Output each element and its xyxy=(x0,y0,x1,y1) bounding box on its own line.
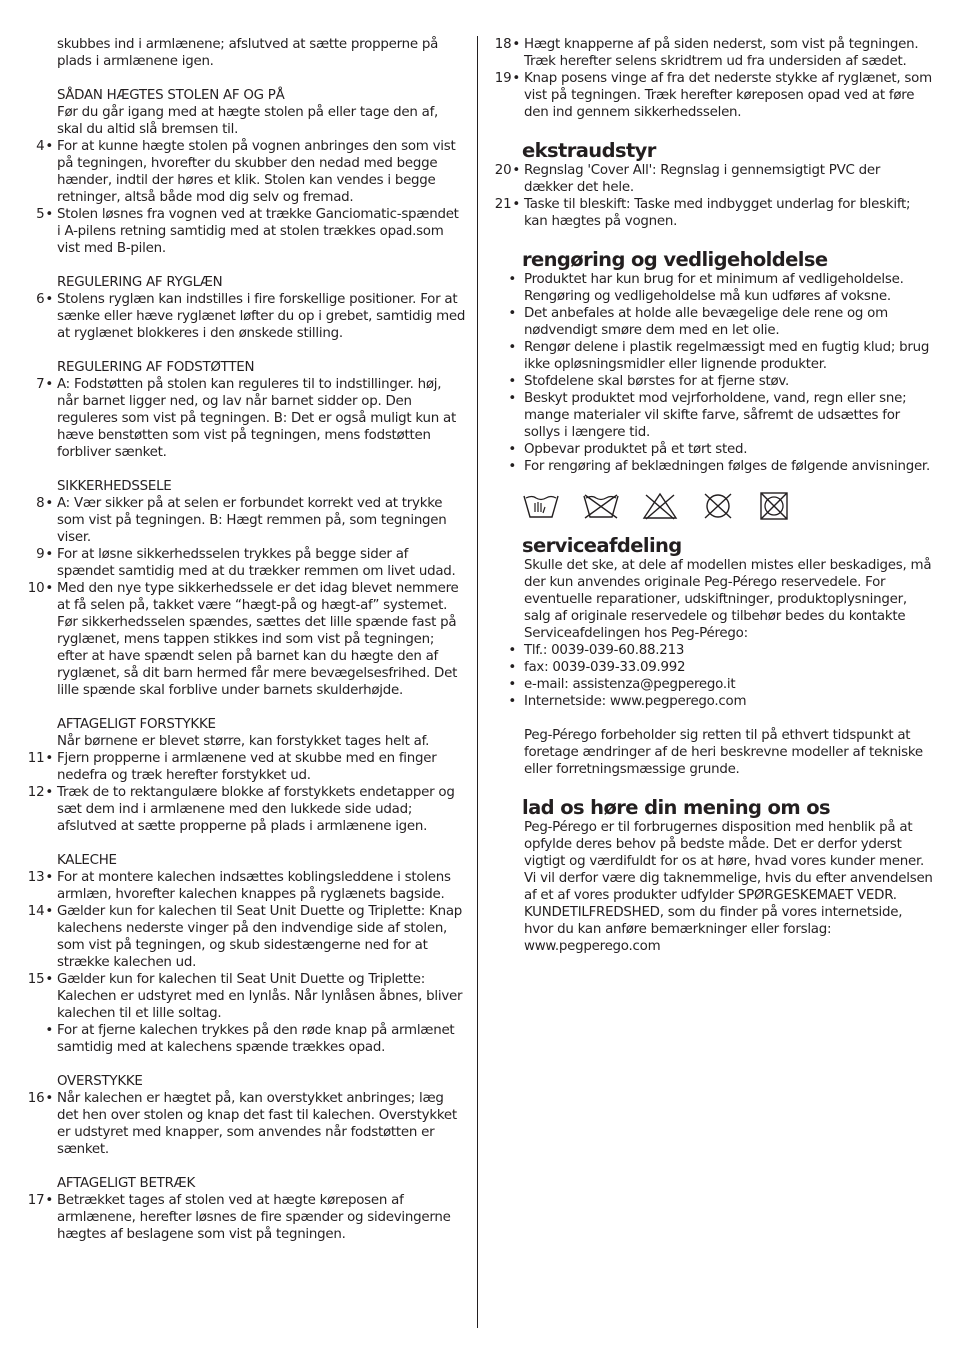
bullet-item: • e-mail: assistenza@pegperego.it xyxy=(493,676,933,693)
bullet-text: Beskyt produktet mod vejrforholdene, vand, regn eller sne; mange materialer vil skifte farve, såfremt de udsættes for sollys i længere tid. xyxy=(524,391,907,440)
list-item: 21• Taske til bleskift: Taske med indbygget underlag for bleskift; kan hægtes på vognen. xyxy=(493,196,933,230)
list-item: 5• Stolen løsnes fra vognen ved at trække Ganciomatic-spændet i A-pilens retning samtidig med at stolen trækkes opad.som vist med B-pilen. xyxy=(26,206,466,257)
bullet-item: • Stofdelene skal børstes for at fjerne støv. xyxy=(493,373,933,390)
column-divider xyxy=(477,36,478,1328)
item-text: For at løsne sikkerhedsselen trykkes på begge sider af spændet samtidig med at du trækker remmen om livet udad. xyxy=(57,547,456,579)
item-number: 16 xyxy=(27,1091,45,1106)
item-text: For at kunne hægte stolen på vognen anbringes den som vist på tegningen, hvorefter du skubber den nedad med begge hænder, indtil der høres et klik. Stolen kan vendes i begge retninger, altså både mod dig selv og fremad. xyxy=(57,139,456,205)
bullet-text: For rengøring af beklædningen følges de følgende anvisninger. xyxy=(524,459,930,474)
item-number: 13 xyxy=(27,870,45,885)
list-item: • For at fjerne kalechen trykkes på den røde knap på armlænet samtidig med at kalechens spænde trækkes opad. xyxy=(26,1022,466,1056)
bullet-item: • For rengøring af beklædningen følges de følgende anvisninger. xyxy=(493,458,933,475)
heading-service: serviceafdeling xyxy=(522,534,682,557)
item-text: Betrækket tages af stolen ved at hægte køreposen af armlænene, herefter løsnes de fire spænder og sidevingerne hægtes af beslagene som vist på tegningen. xyxy=(57,1193,451,1242)
section-title-harness: SIKKERHEDSSELE xyxy=(57,479,172,494)
list-item: 12• Træk de to rektangulære blokke af forstykkets endetapper og sæt dem ind i armlænene med den lukkede side udad; afslutved at sætte propperne på plads i armlænene igen. xyxy=(26,784,466,835)
section-title-removable-lining: AFTAGELIGT BETRÆK xyxy=(57,1176,195,1191)
item-number: 12 xyxy=(27,785,45,800)
item-text: A: Vær sikker på at selen er forbundet korrekt ved at trykke som vist på tegningen. B: Hægt remmen på, som tegningen viser. xyxy=(57,496,447,545)
items-accessories xyxy=(493,162,933,230)
list-item: 10• Med den nye type sikkerhedssele er det idag blevet nemmere at få selen på, takket være “hægt-på og hægt-af” systemet. Før sikkerhedsselen spændes, sættes det lille spænde fast på ryglænet, mens tappen stikkes ind som vist på tegningen; efter at have spændt selen på barnet kan du hægte den af ryglænet, så dit barn hermed får mere bevægelsesfrihed. Det lille spænde skal forblive under barnets skulderhøjde. xyxy=(26,580,466,699)
list-item: 18• Hægt knapperne af på siden nederst, som vist på tegningen. Træk herefter selens skridtrem ud fra undersiden af sædet. xyxy=(493,36,933,70)
left-column xyxy=(26,36,466,1243)
item-text: For at fjerne kalechen trykkes på den røde knap på armlænet samtidig med at kalechens spænde trækkes opad. xyxy=(57,1023,455,1055)
item-text: For at montere kalechen indsættes koblingsleddene i stolens armlæn, hvorefter kalechen knappes på ryglænets bagside. xyxy=(57,870,451,902)
items-harness xyxy=(26,495,466,699)
list-item: 9• For at løsne sikkerhedsselen trykkes på begge sider af spændet samtidig med at du trækker remmen om livet udad. xyxy=(26,546,466,580)
item-number: 11 xyxy=(27,751,45,766)
item-number: 5 xyxy=(36,207,45,222)
section-intro-bumper: Når børnene er blevet større, kan forstykket tages helt af. xyxy=(57,734,430,749)
bullet-item: • Opbevar produktet på et tørt sted. xyxy=(493,441,933,458)
list-item: 6• Stolens ryglæn kan indstilles i fire forskellige positioner. For at sænke eller hæve ryglænet løfter du op i grebet, samtidig med at ryglænet blokkeres i den ønskede stilling. xyxy=(36,292,466,341)
list-item: 17• Betrækket tages af stolen ved at hægte køreposen af armlænene, herefter løsnes de fire spænder og sidevingerne hægtes af beslagene som vist på tegningen. xyxy=(26,1192,466,1243)
bullet-item: • Rengør delene i plastik regelmæssigt med en fugtig klud; brug ikke opløsningsmidler eller lignende produkter. xyxy=(493,339,933,373)
section-title-bumper: AFTAGELIGT FORSTYKKE xyxy=(57,717,216,732)
bullet-text: e-mail: assistenza@pegperego.it xyxy=(524,677,736,692)
section-title-cover: OVERSTYKKE xyxy=(57,1074,143,1089)
list-item: 19• Knap posens vinge af fra det nederste stykke af ryglænet, som vist på tegningen. Træk herefter køreposen opad ved at føre den ind gennem sikkerhedsselen. xyxy=(494,71,932,120)
items-backrest xyxy=(26,291,466,342)
section-title-attach: SÅDAN HÆGTES STOLEN AF OG PÅ xyxy=(57,88,285,103)
items-cover xyxy=(26,1090,466,1158)
list-item: 16• Når kalechen er hægtet på, kan overstykket anbringes; læg det hen over stolen og knap det fast til kalechen. Overstykket er udstyret med knapper, som anvendes når fodstøtten er sænket. xyxy=(26,1090,466,1158)
bullet-text: Stofdelene skal børstes for at fjerne støv. xyxy=(524,374,790,389)
bullet-item: • Internetside: www.pegperego.com xyxy=(493,693,933,710)
items-bumper xyxy=(26,750,466,835)
item-text: Med den nye type sikkerhedssele er det idag blevet nemmere at få selen på, takket være “hægt-på og hægt-af” systemet. Før sikkerhedsselen spændes, sættes det lille spænde fast på ryglænet, mens tappen stikkes ind som vist på tegningen; efter at have spændt selen på barnet kan du hægte den af ryglænet, så dit barn hermed får mere bevægelsesfrihed. Det lille spænde skal forblive under barnets skulderhøjde. xyxy=(57,581,459,698)
items-lining-cont xyxy=(493,36,933,121)
item-number: 9 xyxy=(36,547,45,562)
item-number: 6 xyxy=(36,292,45,307)
item-number: 19 xyxy=(494,71,512,86)
item-number: 21 xyxy=(494,197,512,212)
list-item: 20• Regnslag 'Cover All': Regnslag i gennemsigtigt PVC der dækker det hele. xyxy=(493,162,933,196)
heading-accessories: ekstraudstyr xyxy=(522,139,656,162)
section-title-footrest: REGULERING AF FODSTØTTEN xyxy=(57,360,255,375)
service-note: Peg-Pérego forbeholder sig retten til på ethvert tidspunkt at foretage ændringer af de heri beskrevne modeller af tekniske eller forretningsmæssige grunde. xyxy=(524,728,923,777)
item-number: 8 xyxy=(36,496,45,511)
item-text: Gælder kun for kalechen til Seat Unit Duette og Triplette: Kalechen er udstyret med en lynlås. Når lynlåsen åbnes, bliver kalechen til et lille soltag. xyxy=(57,972,463,1021)
list-item: 4• For at kunne hægte stolen på vognen anbringes den som vist på tegningen, hvorefter du skubber den nedad med begge hænder, indtil der høres et klik. Stolen kan vendes i begge retninger, altså både mod dig selv og fremad. xyxy=(26,138,466,206)
bullet-text: Rengør delene i plastik regelmæssigt med en fugtig klud; brug ikke opløsningsmidler eller lignende produkter. xyxy=(524,340,930,372)
item-text: Stolens ryglæn kan indstilles i fire forskellige positioner. For at sænke eller hæve ryglænet løfter du op i grebet, samtidig med at ryglænet blokkeres i den ønskede stilling. xyxy=(57,292,466,341)
item-text: Regnslag 'Cover All': Regnslag i gennemsigtigt PVC der dækker det hele. xyxy=(524,163,881,195)
bullet-item: • Beskyt produktet mod vejrforholdene, vand, regn eller sne; mange materialer vil skifte farve, såfremt de udsættes for sollys i længere tid. xyxy=(493,390,933,441)
item-text: Træk de to rektangulære blokke af forstykkets endetapper og sæt dem ind i armlænene med den lukkede side udad; afslutved at sætte propperne på plads i armlænene igen. xyxy=(57,785,455,834)
bullet-text: Produktet har kun brug for et minimum af vedligeholdelse. Rengøring og vedligeholdelse må kun udføres af voksne. xyxy=(524,272,904,304)
item-number: 4 xyxy=(36,139,45,154)
bullet-text: Tlf.: 0039-039-60.88.213 xyxy=(524,643,685,658)
list-item: 7• A: Fodstøtten på stolen kan reguleres til to indstillinger. høj, når barnet ligger ned, og lav når barnet sidder op. Den reguleres som vist på tegningen. B: Det er også muligt kun at hæve benstøtten som vist på tegningen, mens fodstøtten forbliver sænket. xyxy=(26,376,466,461)
service-contacts xyxy=(493,642,933,710)
item-number: 7 xyxy=(36,377,45,392)
item-text: Gælder kun for kalechen til Seat Unit Duette og Triplette: Knap kalechens nederste vinger på den indvendige side af stolen, som vist på tegningen, og skub sidestængerne ned for at strække kalechen ud. xyxy=(57,904,463,970)
items-footrest xyxy=(26,376,466,461)
no-bleach-icon xyxy=(642,492,678,520)
list-item: 15• Gælder kun for kalechen til Seat Unit Duette og Triplette: Kalechen er udstyret med en lynlås. Når lynlåsen åbnes, bliver kalechen til et lille soltag. xyxy=(26,971,466,1022)
intro-paragraph: skubbes ind i armlænene; afslutved at sætte propperne på plads i armlænene igen. xyxy=(57,37,439,69)
right-column xyxy=(493,36,933,955)
item-number: 18 xyxy=(494,37,512,52)
heading-cleaning: rengøring og vedligeholdelse xyxy=(522,248,828,271)
item-text: Hægt knapperne af på siden nederst, som vist på tegningen. Træk herefter selens skridtrem ud fra undersiden af sædet. xyxy=(524,37,919,69)
item-text: Stolen løsnes fra vognen ved at trække Ganciomatic-spændet i A-pilens retning samtidig med at stolen trækkes opad.som vist med B-pilen. xyxy=(57,207,459,256)
item-text: Fjern propperne i armlænene ved at skubbe med en finger nedefra og træk herefter forstykket ud. xyxy=(57,751,437,783)
hand-wash-icon xyxy=(522,492,560,520)
no-tumble-dry-icon xyxy=(758,491,790,521)
list-item: 11• Fjern propperne i armlænene ved at skubbe med en finger nedefra og træk herefter forstykket ud. xyxy=(26,750,466,784)
bullet-text: Internetside: www.pegperego.com xyxy=(524,694,747,709)
item-number: 20 xyxy=(494,163,512,178)
care-icons xyxy=(522,489,933,523)
no-tumble-dry-icon xyxy=(700,491,736,521)
item-number: 17 xyxy=(27,1193,45,1208)
bullets-cleaning xyxy=(493,271,933,475)
items-attach xyxy=(26,138,466,257)
list-item: 14• Gælder kun for kalechen til Seat Unit Duette og Triplette: Knap kalechens nederste vinger på den indvendige side af stolen, som vist på tegningen, og skub sidestængerne ned for at strække kalechen ud. xyxy=(26,903,466,971)
bullet-text: fax: 0039-039-33.09.992 xyxy=(524,660,686,675)
no-bleach-icon xyxy=(582,492,620,520)
section-intro-attach: Før du går igang med at hægte stolen på eller tage den af, skal du altid slå bremsen til. xyxy=(57,105,439,137)
item-text: Knap posens vinge af fra det nederste stykke af ryglænet, som vist på tegningen. Træk herefter køreposen opad ved at føre den ind gennem sikkerhedsselen. xyxy=(524,71,932,120)
bullet-item: • Produktet har kun brug for et minimum af vedligeholdelse. Rengøring og vedligeholdelse må kun udføres af voksne. xyxy=(493,271,933,305)
bullet-text: Det anbefales at holde alle bevægelige dele rene og om nødvendigt smøre dem med en let olie. xyxy=(524,306,888,338)
list-item: 13• For at montere kalechen indsættes koblingsleddene i stolens armlæn, hvorefter kalechen knappes på ryglænets bagside. xyxy=(26,869,466,903)
item-text: A: Fodstøtten på stolen kan reguleres til to indstillinger. høj, når barnet ligger ned, og lav når barnet sidder op. Den reguleres som vist på tegningen. B: Det er også muligt kun at hæve benstøtten som vist på tegningen, mens fodstøtten forbliver sænket. xyxy=(57,377,456,460)
item-number: 10 xyxy=(27,581,45,596)
heading-feedback: lad os høre din mening om os xyxy=(522,796,831,819)
feedback-text: Peg-Pérego er til forbrugernes disposition med henblik på at opfylde deres behov på bedste måde. Det er derfor yderst vigtigt og værdifuldt for os at høre, hvad vores kunder mener. Vi vil derfor være dig taknemmelige, hvis du efter anvendelsen af et af vores produkter udfylder SPØRGESKEMAET VEDR. KUNDETILFREDSHED, som du finder på vores internetside, hvor du kan anføre bemærkninger eller forslag: www.pegperego.com xyxy=(524,820,933,954)
item-text: Taske til bleskift: Taske med indbygget underlag for bleskift; kan hægtes på vognen. xyxy=(524,197,911,229)
bullet-text: Opbevar produktet på et tørt sted. xyxy=(524,442,748,457)
item-number: 15 xyxy=(27,972,45,987)
item-text: Når kalechen er hægtet på, kan overstykket anbringes; læg det hen over stolen og knap det fast til kalechen. Overstykket er udstyret med knapper, som anvendes når fodstøtten er sænket. xyxy=(57,1091,457,1157)
item-number: 14 xyxy=(27,904,45,919)
section-title-backrest: REGULERING AF RYGLÆN xyxy=(57,275,223,290)
items-hood xyxy=(26,869,466,1056)
list-item: 8• A: Vær sikker på at selen er forbundet korrekt ved at trykke som vist på tegningen. B: Hægt remmen på, som tegningen viser. xyxy=(26,495,466,546)
section-title-hood: KALECHE xyxy=(57,853,117,868)
bullet-item: • Tlf.: 0039-039-60.88.213 xyxy=(493,642,933,659)
service-intro: Skulle det ske, at dele af modellen mistes eller beskadiges, må der kun anvendes originale Peg-Pérego reservedele. For eventuelle reparationer, udskiftninger, produktoplysninger, salg af originale reservedele og tilbehør bedes du kontakte Serviceafdelingen hos Peg-Pérego: xyxy=(524,558,932,641)
bullet-item: • fax: 0039-039-33.09.992 xyxy=(493,659,933,676)
items-removable-lining xyxy=(26,1192,466,1243)
bullet-item: • Det anbefales at holde alle bevægelige dele rene og om nødvendigt smøre dem med en let olie. xyxy=(493,305,933,339)
